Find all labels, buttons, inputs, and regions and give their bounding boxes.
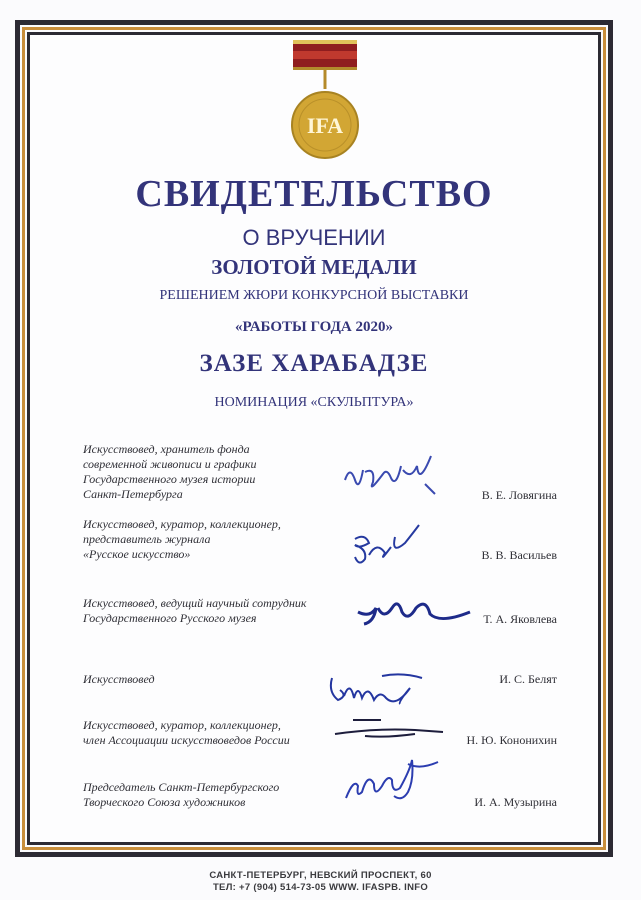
signatory-description: Искусствовед, куратор, коллекционер, член Ассоциации искусствоведов России — [83, 718, 290, 747]
signatory-name: И. С. Белят — [499, 672, 557, 686]
footer-address: САНКТ-ПЕТЕРБУРГ, НЕВСКИЙ ПРОСПЕКТ, 60 — [209, 870, 432, 881]
recipient-name: ЗАЗЕ ХАРАБАДЗЕ — [199, 350, 429, 377]
gold-medal-icon — [285, 37, 365, 162]
signatory-row — [0, 517, 641, 587]
signatory-description: Искусствовед, куратор, коллекционер, представитель журнала «Русское искусство» — [83, 517, 281, 561]
signatory-row — [0, 442, 641, 512]
jury-decision-line: РЕШЕНИЕМ ЖЮРИ КОНКУРСНОЙ ВЫСТАВКИ — [159, 288, 469, 303]
nomination: НОМИНАЦИЯ «СКУЛЬПТУРА» — [214, 395, 414, 410]
signatory-name: В. В. Васильев — [481, 548, 557, 562]
award-line-1: О ВРУЧЕНИИ — [242, 225, 386, 250]
medal-logo: IFA — [306, 113, 344, 138]
signatory-description: Искусствовед, хранитель фонда современной живописи и графики Государственного музея истории Санкт-Петербурга — [83, 442, 257, 501]
signatory-row — [0, 718, 641, 788]
signatory-description: Председатель Санкт-Петербургского Творческого Союза художников — [83, 780, 280, 809]
award-line-2: ЗОЛОТОЙ МЕДАЛИ — [211, 255, 417, 279]
footer-contacts: ТЕЛ: +7 (904) 514-73-05 WWW. IFASPB. INFO — [212, 882, 429, 893]
signatory-row — [0, 596, 641, 666]
signatory-description: Искусствовед — [83, 672, 155, 686]
signatory-name: И. А. Музырина — [474, 795, 557, 809]
signatory-row — [0, 780, 641, 850]
signatory-name: Т. А. Яковлева — [483, 612, 557, 626]
exhibition-name: «РАБОТЫ ГОДА 2020» — [234, 319, 394, 335]
certificate-title: СВИДЕТЕЛЬСТВО — [135, 173, 493, 215]
signatory-name: В. Е. Ловягина — [481, 488, 557, 502]
signatory-name: Н. Ю. Кононихин — [466, 733, 557, 747]
signatory-description: Искусствовед, ведущий научный сотрудник Государственного Русского музея — [83, 596, 307, 625]
